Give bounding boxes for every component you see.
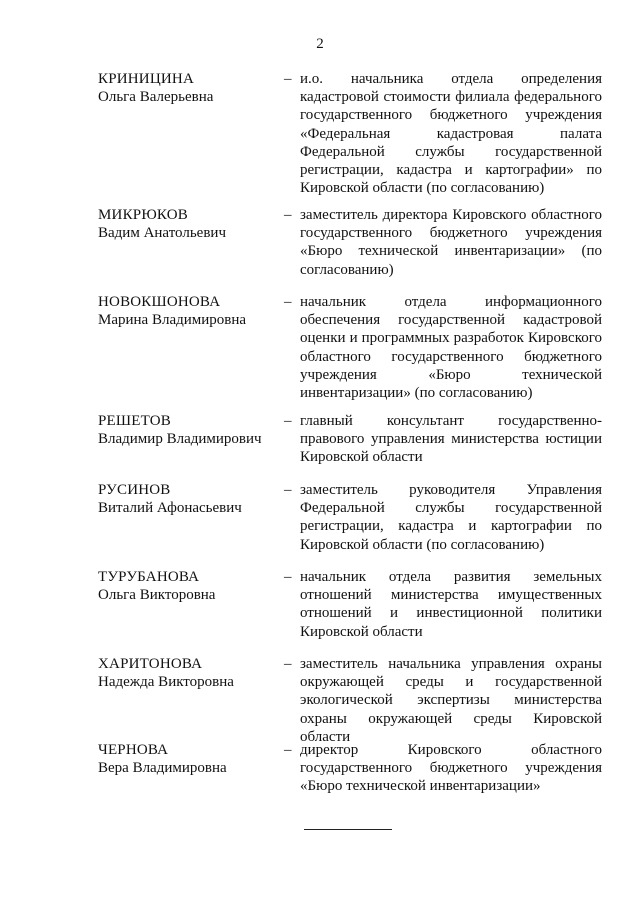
member-role: заместитель директора Кировского областного государственного бюджетного учреждения «Бюро технической инвентаризации» (по согласованию) [300, 207, 602, 278]
member-surname: КРИНИЦИНА [98, 71, 194, 87]
member-given-name: Владимир Владимирович [98, 431, 262, 447]
member-surname: НОВОКШОНОВА [98, 294, 221, 310]
member-role: заместитель начальника управления охраны окружающей среды и государственной экологической экспертизы министерства охраны окружающей среды Кировской области [300, 656, 602, 745]
member-surname: ЧЕРНОВА [98, 742, 169, 758]
member-name [98, 568, 288, 604]
dash-separator: – [284, 413, 292, 429]
dash-separator: – [284, 482, 292, 498]
member-given-name: Виталий Афонасьевич [98, 500, 242, 516]
closing-rule [304, 829, 392, 830]
member-role: заместитель руководителя Управления Федеральной службы государственной регистрации, кадастра и картографии по Кировской области (по согласованию) [300, 482, 602, 553]
dash-separator: – [284, 569, 292, 585]
dash-separator: – [284, 742, 292, 758]
member-surname: МИКРЮКОВ [98, 207, 189, 223]
member-name [98, 481, 288, 517]
member-given-name: Вера Владимировна [98, 760, 227, 776]
dash-separator: – [284, 656, 292, 672]
member-surname: РЕШЕТОВ [98, 413, 172, 429]
member-given-name: Ольга Валерьевна [98, 89, 214, 105]
member-name [98, 412, 288, 448]
member-role: главный консультант государственно-правового управления министерства юстиции Кировской области [300, 413, 602, 466]
member-role: начальник отдела информационного обеспечения государственной кадастровой оценки и программных разработок Кировского областного государственного бюджетного учреждения «Бюро технической инвентаризации» (по согласованию) [300, 294, 602, 402]
member-name [98, 293, 288, 329]
member-role: и.о. начальника отдела определения кадастровой стоимости филиала федерального государственного бюджетного учреждения «Федеральная кадастровая палата Федеральной службы государственной регистрации, кадастра и картографии» по Кировской области (по согласованию) [300, 71, 602, 197]
member-given-name: Марина Владимировна [98, 312, 247, 328]
member-name [98, 206, 288, 242]
member-name [98, 655, 288, 691]
dash-separator: – [284, 71, 292, 87]
dash-separator: – [284, 207, 292, 223]
dash-separator: – [284, 294, 292, 310]
member-surname: РУСИНОВ [98, 482, 171, 498]
member-role: директор Кировского областного государственного бюджетного учреждения «Бюро технической инвентаризации» [300, 742, 602, 795]
page-number: 2 [316, 36, 324, 52]
member-surname: ХАРИТОНОВА [98, 656, 203, 672]
member-surname: ТУРУБАНОВА [98, 569, 200, 585]
member-given-name: Вадим Анатольевич [98, 225, 226, 241]
member-given-name: Ольга Викторовна [98, 587, 216, 603]
member-name [98, 70, 288, 106]
member-name [98, 741, 288, 777]
member-given-name: Надежда Викторовна [98, 674, 234, 690]
member-role: начальник отдела развития земельных отношений министерства имущественных отношений и инвестиционной политики Кировской области [300, 569, 602, 640]
